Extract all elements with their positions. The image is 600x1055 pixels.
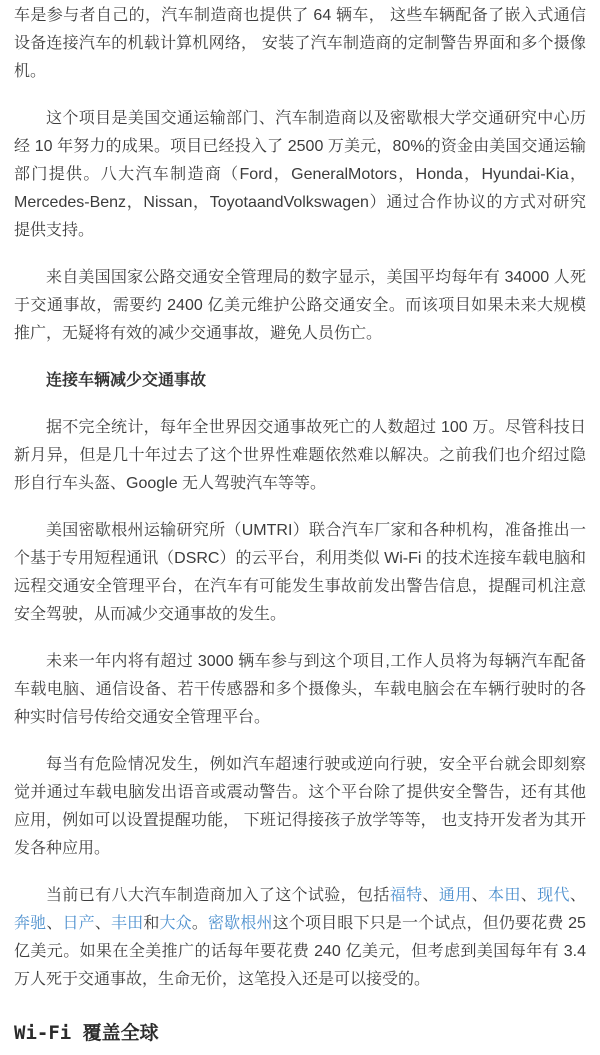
text-segment: 、 — [46, 915, 63, 932]
text-segment: 、 — [520, 887, 538, 904]
text-segment: 、 — [569, 887, 586, 904]
text-segment: 。 — [191, 915, 208, 932]
text-segment: 、 — [471, 887, 489, 904]
link-toyota[interactable]: 丰田 — [111, 915, 144, 932]
paragraph-manufacturers-links — [14, 882, 586, 994]
paragraph-umtri-platform: 美国密歇根州运输研究所（UMTRI）联合汽车厂家和各种机构，准备推出一个基于专用短程通讯（DSRC）的云平台，利用类似 Wi-Fi 的技术连接车载电脑和远程交通安全管理平台，在汽车有可能发生事故前发出警告信息，提醒司机注意安全驾驶，从而减少交通事故的发生。 — [14, 522, 586, 623]
paragraph-world-accident-stats: 据不完全统计，每年全世界因交通事故死亡的人数超过 100 万。尽管科技日新月异，但是几十年过去了这个世界性难题依然难以解决。之前我们也介绍过隐形自行车头盔、Google 无人驾驶汽车等等。 — [14, 419, 586, 492]
paragraph-project-funding: 这个项目是美国交通运输部门、汽车制造商以及密歇根大学交通研究中心历经 10 年努力的成果。项目已经投入了 2500 万美元，80%的资金由美国交通运输部门提供。八大汽车制造商（Ford，GeneralMotors，Honda，Hyundai-Kia，Mercedes-Benz，Nissan，ToyotaandVolkswagen）通过合作协议的方式对研究提供支持。 — [14, 110, 586, 239]
paragraph-nhtsa-statistics: 来自美国国家公路交通安全管理局的数字显示，美国平均每年有 34000 人死于交通事故，需要约 2400 亿美元维护公路交通安全。而该项目如果未来大规模推广，无疑将有效的减少交通事故，避免人员伤亡。 — [14, 269, 586, 342]
link-honda[interactable]: 本田 — [488, 887, 521, 904]
paragraph-3000-vehicles: 未来一年内将有超过 3000 辆车参与到这个项目,工作人员将为每辆汽车配备车载电脑、通信设备、若干传感器和多个摄像头，车载电脑会在车辆行驶时的各种实时信号传给交通安全管理平台。 — [14, 653, 586, 726]
link-ford[interactable]: 福特 — [389, 887, 423, 904]
link-gm[interactable]: 通用 — [438, 887, 472, 904]
link-hyundai[interactable]: 现代 — [537, 887, 570, 904]
link-nissan[interactable]: 日产 — [62, 915, 95, 932]
text-segment: 和 — [143, 915, 160, 932]
link-michigan[interactable]: 密歇根州 — [208, 915, 273, 932]
text-segment: 、 — [422, 887, 439, 904]
section-heading-connected-vehicles: 连接车辆减少交通事故 — [46, 372, 207, 389]
text-segment: 当前已有八大汽车制造商加入了这个试验，包括 — [46, 887, 390, 904]
text-segment: 、 — [94, 915, 111, 932]
link-mercedes[interactable]: 奔驰 — [14, 915, 47, 932]
paragraph-intro-continuation: 车是参与者自己的，汽车制造商也提供了 64 辆车， 这些车辆配备了嵌入式通信设备连接汽车的机载计算机网络， 安装了汽车制造商的定制警告界面和多个摄像机。 — [14, 7, 586, 80]
text-segment: 这个项目眼下只是一个试点，但仍要花费 25 亿美元。如果在全美推广的话每年要花费 240 亿美元，但考虑到美国每年有 3.4 万人死于交通事故，生命无价，这笔投入还是可以接受的。 — [14, 915, 586, 988]
section-heading-wifi: Wi-Fi 覆盖全球 — [14, 1022, 159, 1044]
paragraph-warning-features: 每当有危险情况发生，例如汽车超速行驶或逆向行驶，安全平台就会即刻察觉并通过车载电脑发出语音或震动警告。这个平台除了提供安全警告，还有其他应用，例如可以设置提醒功能， 下班记得接孩子放学等等， 也支持开发者为其开发各种应用。 — [14, 756, 586, 857]
link-volkswagen[interactable]: 大众 — [159, 915, 192, 932]
